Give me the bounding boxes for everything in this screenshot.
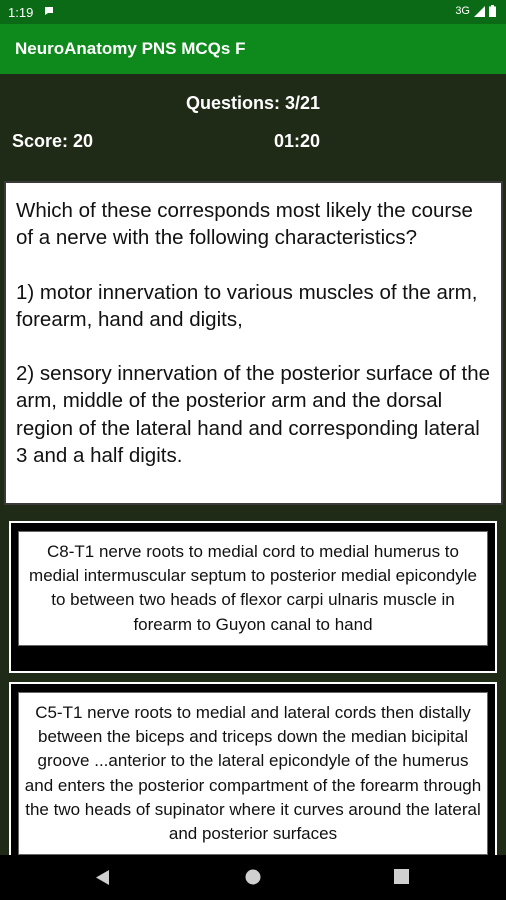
home-icon[interactable] <box>244 868 262 886</box>
answer-option-text[interactable]: C5-T1 nerve roots to medial and lateral cords then distally between the biceps and triceps down the median bicipital groove ...anterior to the lateral epicondyle of the humerus and enters the posterior compartment of the forearm through the two heads of supinator where it curves around the lateral and posterior surfaces <box>18 692 488 855</box>
battery-icon <box>489 5 496 17</box>
question-text-point-2: 2) sensory innervation of the posterior surface of the arm, middle of the posterior arm and the dorsal region of the lateral hand and corresponding lateral 3 and a half digits. <box>16 362 491 468</box>
question-card <box>4 181 503 505</box>
back-icon[interactable] <box>94 869 110 886</box>
question-text-point-1: 1) motor innervation to various muscles of the arm, forearm, hand and digits, <box>16 280 478 331</box>
app-title: NeuroAnatomy PNS MCQs F <box>15 39 246 58</box>
status-time: 1:19 <box>8 5 34 20</box>
notification-icon <box>44 6 54 16</box>
app-bar <box>0 24 506 74</box>
question-text: Which of these corresponds most likely the course of a nerve with the following characteristics? <box>16 199 473 250</box>
answer-option-text[interactable]: C8-T1 nerve roots to medial cord to medial humerus to medial intermuscular septum to posterior medial epicondyle to between two heads of flexor carpi ulnaris muscle in forearm to Guyon canal to hand <box>18 531 488 646</box>
answer-option-1[interactable] <box>9 521 497 673</box>
network-type: 3G <box>455 5 470 17</box>
status-bar <box>0 0 506 24</box>
question-counter: Questions: 3/21 <box>185 93 321 113</box>
navigation-bar <box>0 855 506 900</box>
recents-icon[interactable] <box>394 869 409 884</box>
signal-icon <box>474 6 485 17</box>
score-label: Score: 20 <box>12 131 94 151</box>
timer: 01:20 <box>274 131 321 151</box>
status-right <box>455 5 496 17</box>
